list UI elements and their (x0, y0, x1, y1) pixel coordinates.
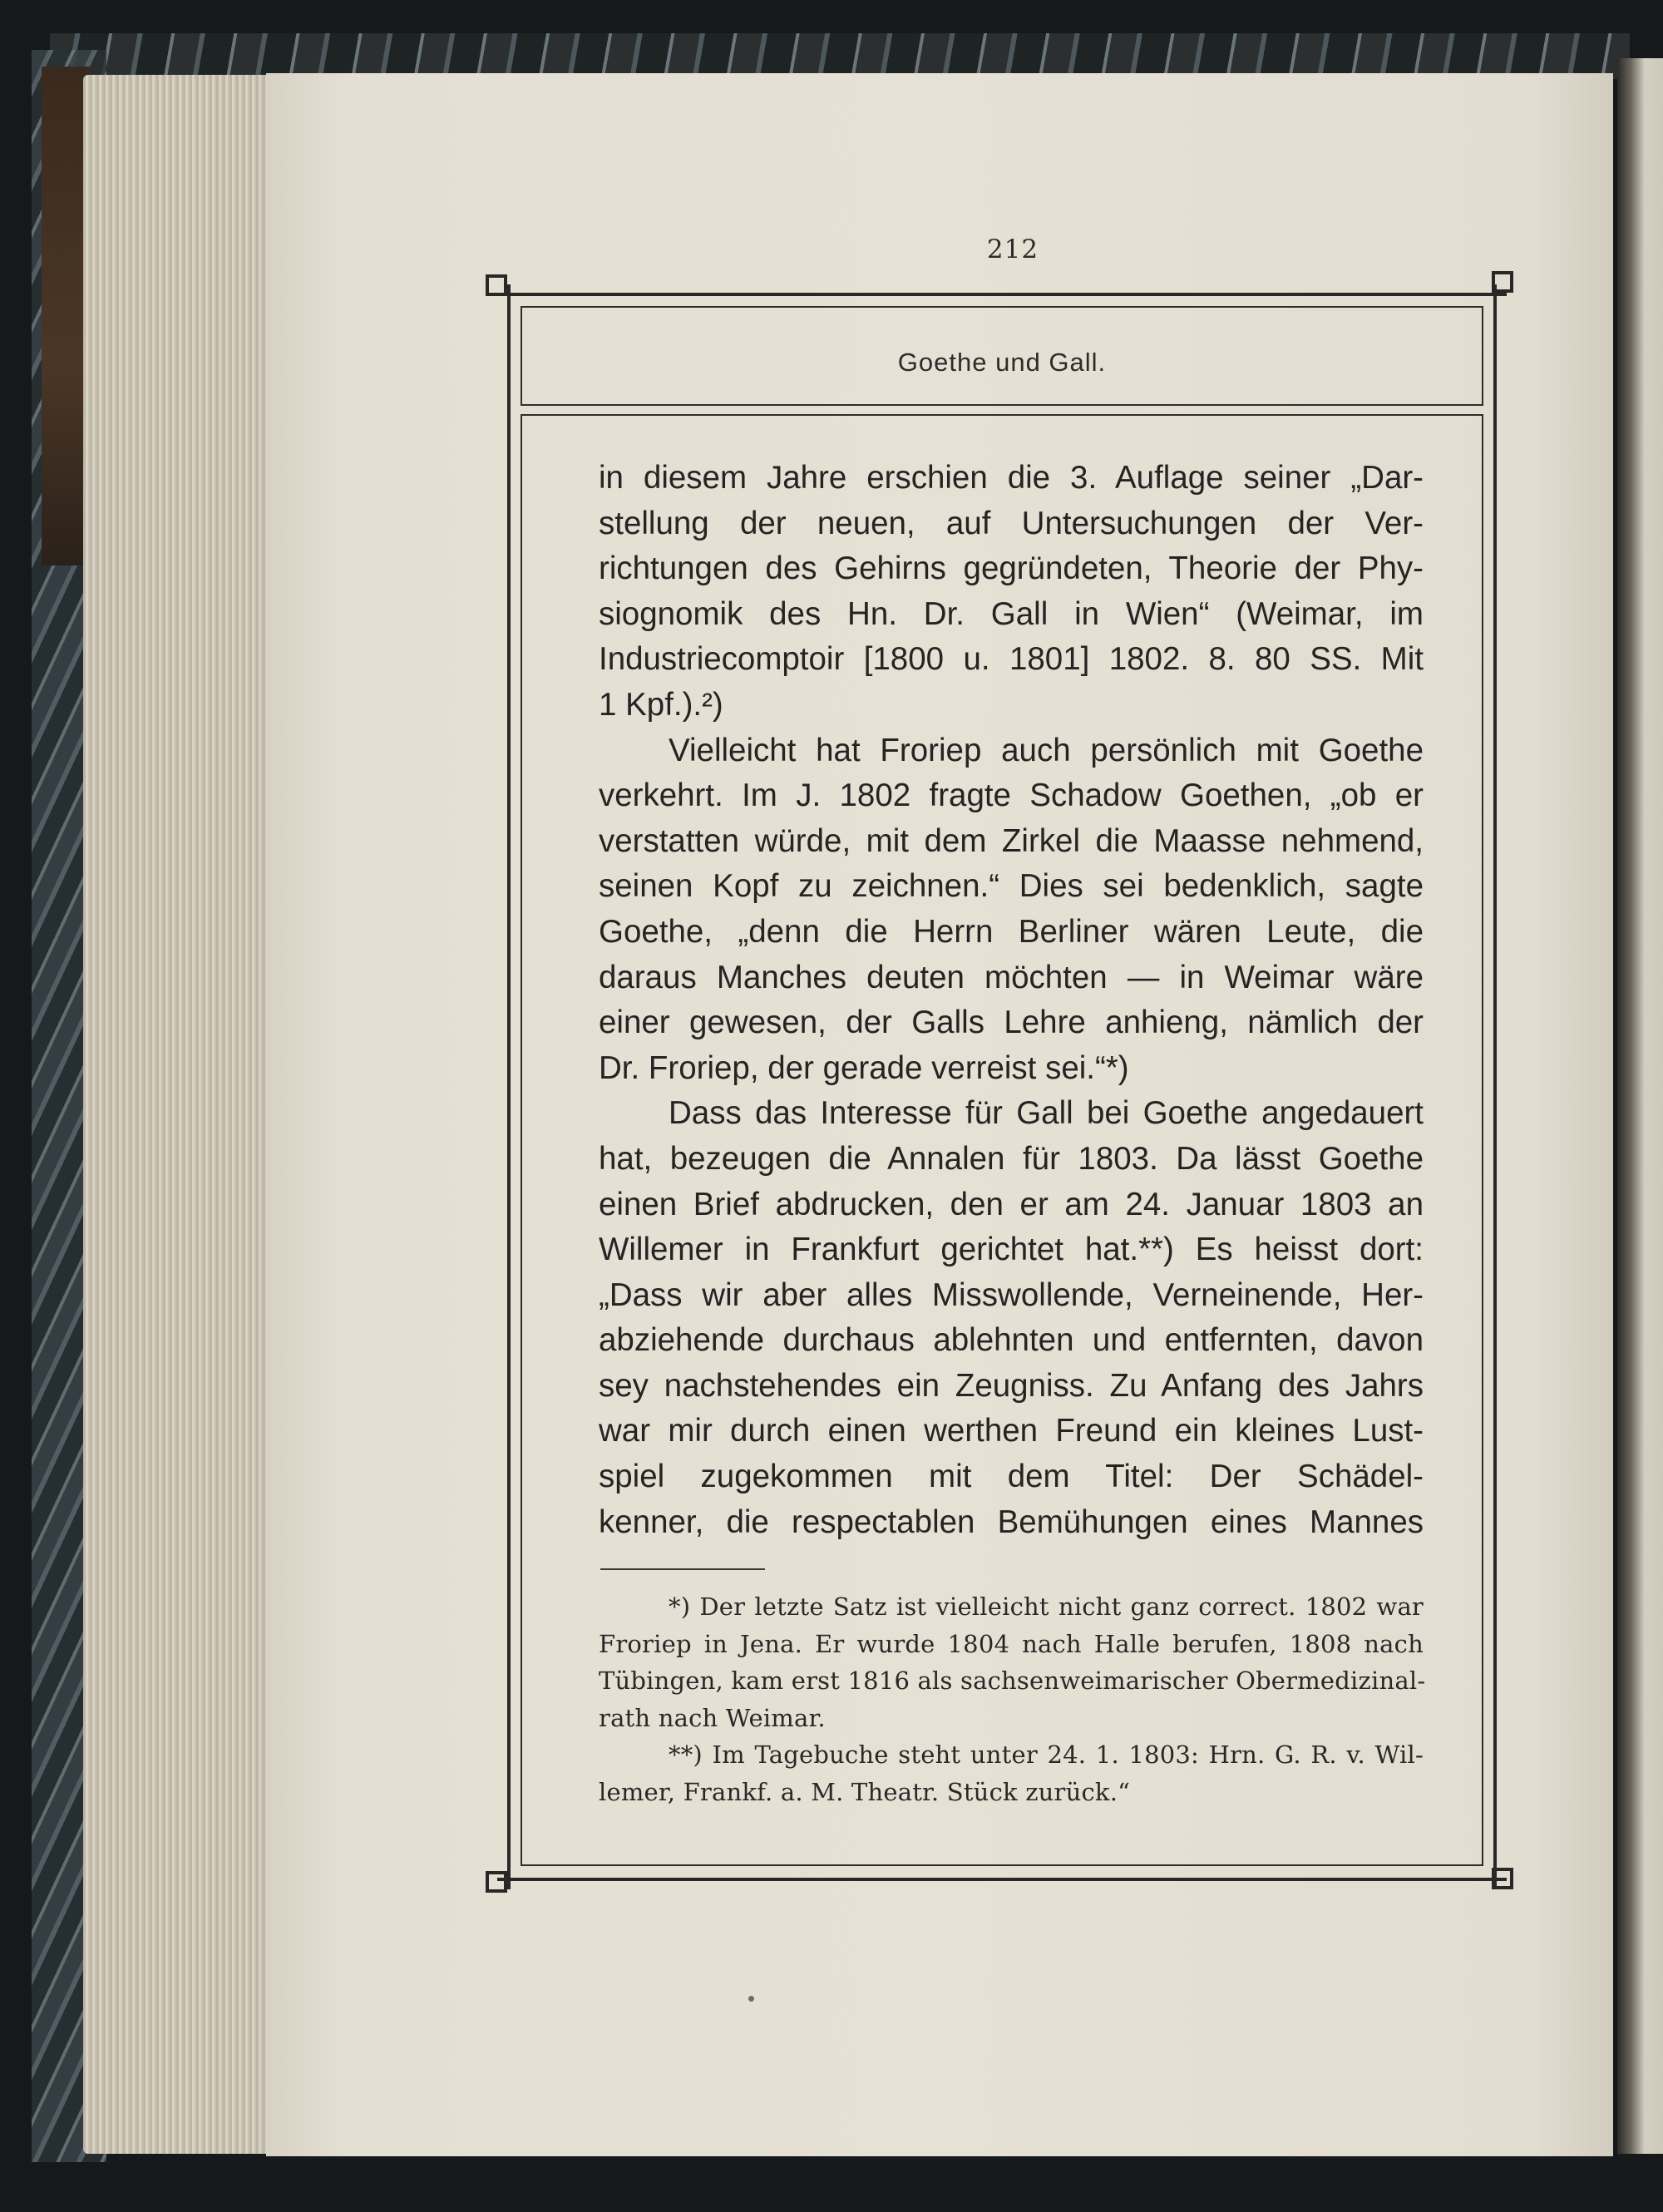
paper-speck (748, 1996, 754, 2002)
footnote-line: Tübingen, kam erst 1816 als sachsenweimarischer Obermedizinal- (599, 1666, 1426, 1695)
text-line: richtungen des Gehirns gegründeten, Theorie der Phy- (599, 551, 1424, 587)
footnotes (599, 1588, 1424, 1810)
footnote-line: lemer, Frankf. a. M. Theatr. Stück zurück.“ (599, 1777, 1131, 1806)
text-line: war mir durch einen werthen Freund ein kleines Lust- (599, 1413, 1424, 1449)
text-line: verstatten würde, mit dem Zirkel die Maasse nehmend, (599, 822, 1424, 859)
text-line: spiel zugekommen mit dem Titel: Der Schädel- (599, 1459, 1424, 1495)
frame-right-line (1493, 284, 1497, 1889)
running-head: Goethe und Gall. (897, 348, 1107, 377)
paragraph-1 (599, 456, 1424, 728)
text-line: einen Brief abdrucken, den er am 24. Januar 1803 an (599, 1186, 1424, 1222)
facing-page-edge (1617, 58, 1663, 2154)
book-cover-top (50, 33, 1630, 79)
footnote-separator (600, 1568, 765, 1570)
text-line: siognomik des Hn. Dr. Gall in Wien“ (Weimar, im (599, 595, 1424, 632)
text-line: Willemer in Frankfurt gerichtet hat.**) Es heisst dort: (599, 1232, 1424, 1268)
frame-left-line (507, 284, 511, 1889)
text-line: daraus Manches deuten möchten — in Weimar wäre (599, 959, 1424, 995)
text-line: abziehende durchaus ablehnten und entfernten, davon (599, 1322, 1424, 1359)
text-line: Industriecomptoir [1800 u. 1801] 1802. 8. 80 SS. Mit (599, 641, 1424, 678)
frame-top-line (497, 293, 1507, 296)
frame-corner-top-left (486, 274, 507, 296)
text-line: hat, bezeugen die Annalen für 1803. Da lässt Goethe (599, 1140, 1424, 1177)
text-line: 1 Kpf.).²) (599, 686, 723, 723)
page-number: 212 (986, 235, 1039, 264)
text-line: seinen Kopf zu zeichnen.“ Dies sei bedenklich, sagte (599, 868, 1424, 905)
text-line: sey nachstehendes ein Zeugniss. Zu Anfang des Jahrs (599, 1367, 1424, 1404)
footnote-line: Froriep in Jena. Er wurde 1804 nach Halle berufen, 1808 nach (599, 1629, 1424, 1658)
text-line: in diesem Jahre erschien die 3. Auflage seiner „Dar- (599, 460, 1424, 496)
paragraph-3-cont (599, 1137, 1424, 1545)
text-line: kenner, die respectablen Bemühungen eines Mannes (599, 1503, 1424, 1540)
text-line: Dr. Froriep, der gerade verreist sei.“*) (599, 1049, 1129, 1086)
paragraph-2-cont (599, 773, 1424, 1091)
frame-corner-top-right (1492, 271, 1513, 293)
text-line: Vielleicht hat Froriep auch persönlich mit Goethe (669, 732, 1424, 768)
footnote-line: *) Der letzte Satz ist vielleicht nicht ganz correct. 1802 war (669, 1592, 1424, 1621)
paragraph-3 (599, 1091, 1424, 1137)
footnote-line: rath nach Weimar. (599, 1703, 826, 1732)
text-line: einer gewesen, der Galls Lehre anhieng, nämlich der (599, 1005, 1424, 1041)
text-line: „Dass wir aber alles Misswollende, Verneinende, Her- (599, 1276, 1424, 1313)
text-line: Dass das Interesse für Gall bei Goethe angedauert (669, 1095, 1424, 1132)
body-text (599, 456, 1424, 1545)
frame-corner-bottom-left (486, 1871, 507, 1893)
page-edges (83, 75, 283, 2154)
frame-corner-bottom-right (1492, 1868, 1513, 1889)
text-line: Goethe, „denn die Herrn Berliner wären Leute, die (599, 913, 1424, 950)
text-line: stellung der neuen, auf Untersuchungen der Ver- (599, 505, 1424, 541)
text-line: verkehrt. Im J. 1802 fragte Schadow Goethen, „ob er (599, 778, 1424, 814)
frame-bottom-line (497, 1878, 1507, 1881)
paragraph-2 (599, 728, 1424, 774)
footnote-line: **) Im Tagebuche steht unter 24. 1. 1803: Hrn. G. R. v. Wil- (669, 1740, 1424, 1769)
